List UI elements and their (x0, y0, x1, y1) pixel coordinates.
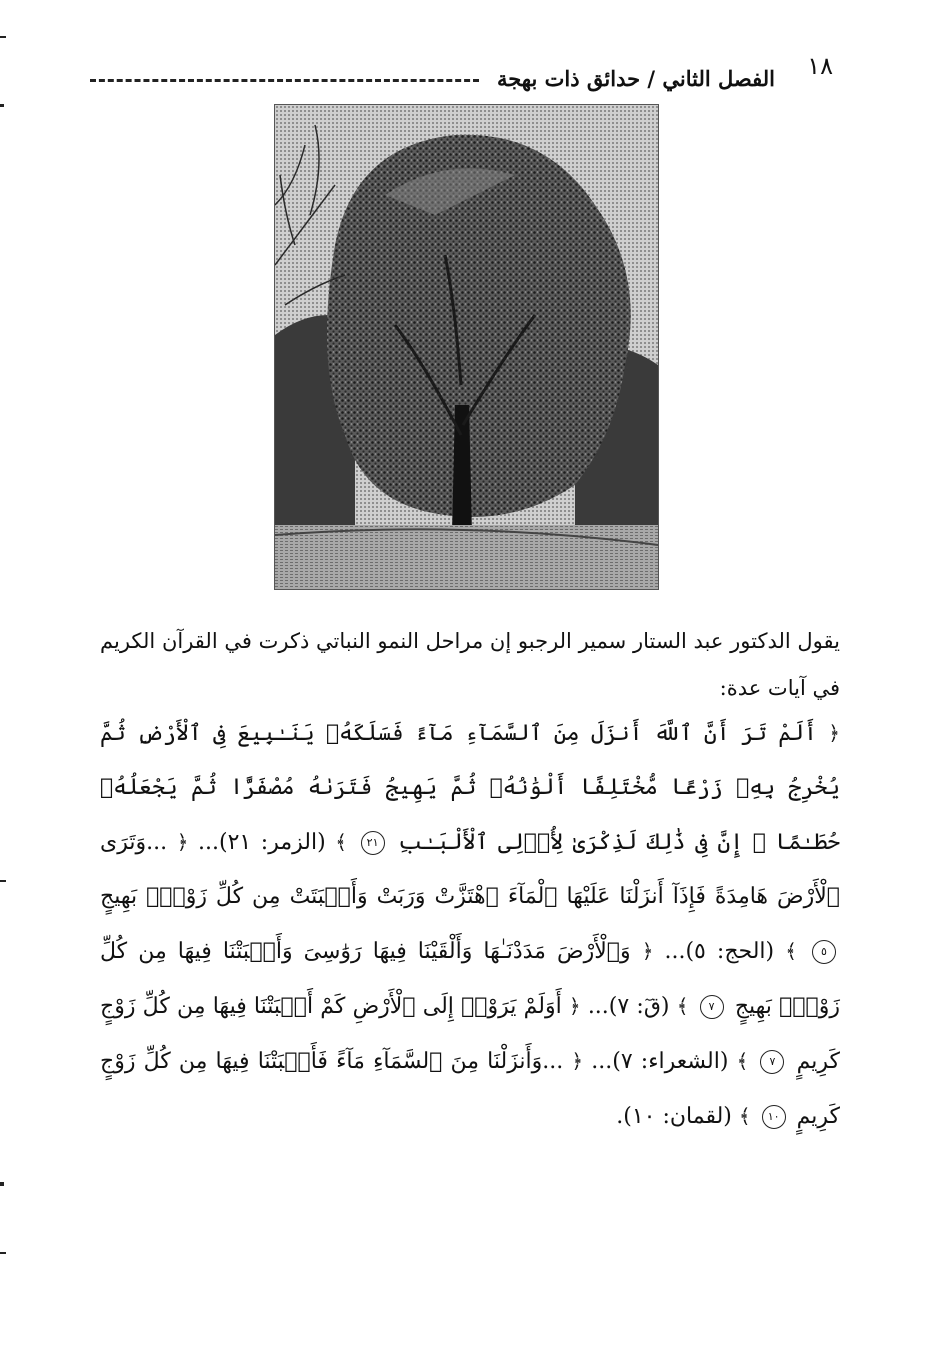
verse-hajj-ref: (الحج: ٥)... (664, 939, 775, 964)
open-bracket: ﴿ (641, 939, 654, 963)
ayah-number: ٧ (760, 1050, 784, 1074)
ayah-number: ١٠ (762, 1105, 786, 1129)
close-bracket: ﴾ (335, 830, 347, 854)
ayah-number: ٧ (700, 995, 724, 1019)
close-bracket: ﴾ (738, 1104, 751, 1128)
scan-edge-mark (0, 1252, 6, 1254)
ayah-number: ٥ (812, 940, 836, 964)
chapter-title: الفصل الثاني / حدائق ذات بهجة (496, 66, 775, 91)
verse-hajj: ...وَتَرَى ٱلْأَرْضَ هَامِدَةً فَإِذَآ أَنزَلْنَا عَلَيْهَا ٱلْمَآءَ ٱهْتَزَّتْ وَرَبَتْ وَأَنۢبَتَتْ مِن كُلِّ زَوْجٍۭ بَهِيجٍ (100, 830, 840, 909)
scan-edge-mark (0, 880, 6, 882)
verse-zumar-ref: (الزمر: ٢١)... (198, 830, 326, 855)
scan-edge-mark (0, 36, 6, 38)
running-header (90, 66, 775, 91)
quran-verses-block (100, 706, 840, 1144)
tree-photograph-icon (275, 105, 658, 589)
ayah-number: ٢١ (361, 831, 385, 855)
intro-paragraph (100, 618, 840, 712)
verse-luqman: ...وَأَنزَلْنَا مِنَ ٱلسَّمَآءِ مَآءً فَأَنۢبَتْنَا فِيهَا مِن كُلِّ زَوْجٍ كَرِيمٍ (100, 1049, 840, 1129)
open-bracket: ﴿ (568, 994, 581, 1018)
verse-shuara-ref: (الشعراء: ٧)... (591, 1049, 729, 1074)
header-divider (90, 79, 479, 82)
open-bracket: ﴿ (571, 1049, 584, 1073)
verse-shuara: أَوَلَمْ يَرَوْا۟ إِلَى ٱلْأَرْضِ كَمْ أَنۢبَتْنَا فِيهَا مِن كُلِّ زَوْجٍ كَرِيمٍ (100, 994, 841, 1074)
verse-qaf: وَٱلْأَرْضَ مَدَدْنَـٰهَا وَأَلْقَيْنَا فِيهَا رَوَٰسِىَ وَأَنۢبَتْنَا فِيهَا مِن كُلِّ زَوْجٍۭ بَهِيجٍ (100, 939, 840, 1019)
page-number: ١٨ (807, 52, 833, 80)
close-bracket: ﴾ (785, 939, 797, 963)
intro-text: يقول الدكتور عبد الستار سمير الرجبو إن مراحل النمو النباتي ذكرت في القرآن الكريم في آيات عدة: (100, 629, 840, 700)
open-bracket: ﴿ (828, 721, 841, 745)
open-bracket: ﴿ (176, 830, 189, 854)
verses-paragraph (100, 706, 840, 1144)
verse-zumar: أَلَمْ تَرَ أَنَّ ٱللَّهَ أَنزَلَ مِنَ ٱلسَّمَآءِ مَآءً فَسَلَكَهُۥ يَنَـٰبِيعَ فِى ٱلْأَرْضِ ثُمَّ يُخْرِجُ بِهِۦ زَرْعًا مُّخْتَلِفًا أَلْوَٰنُهُۥ ثُمَّ يَهِيجُ فَتَرَىٰهُ مُصْفَرًّا ثُمَّ يَجْعَلُهُۥ حُطَـٰمًا ۚ إِنَّ فِى ذَٰلِكَ لَذِكْرَىٰ لِأُو۟لِى ٱلْأَلْبَـٰبِ (100, 721, 841, 855)
scan-edge-mark (0, 104, 4, 107)
verse-qaf-ref: (قٓ: ٧)... (587, 994, 670, 1019)
verse-luqman-ref: (لقمان: ١٠). (616, 1104, 732, 1129)
close-bracket: ﴾ (676, 994, 689, 1018)
scan-edge-mark (0, 1182, 4, 1186)
tree-photograph (274, 104, 659, 590)
close-bracket: ﴾ (736, 1049, 749, 1073)
